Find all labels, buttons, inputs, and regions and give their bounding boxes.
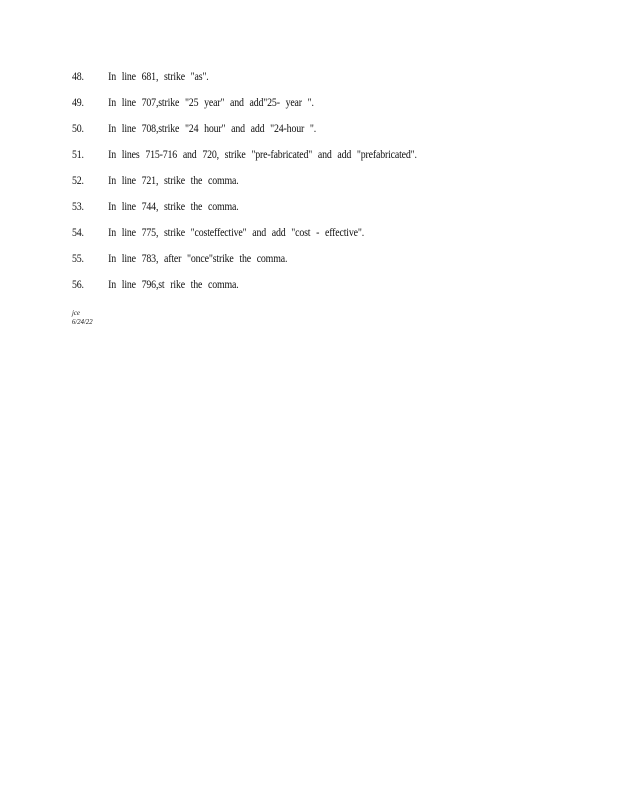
- amendment-item-54: [72, 227, 519, 253]
- amendment-item-52: [72, 175, 519, 201]
- amendment-item-55: [72, 253, 519, 279]
- amendment-item-49: [72, 97, 519, 123]
- amendment-number: 49.: [72, 97, 84, 109]
- amendment-item-50: [72, 123, 519, 149]
- amendment-text: In line 721, strike the comma.: [108, 175, 239, 187]
- amendment-item-53: [72, 201, 519, 227]
- document-date: 6/24/22: [72, 317, 93, 326]
- amendment-text: In line 796,st rike the comma.: [108, 279, 239, 291]
- amendment-number: 52.: [72, 175, 84, 187]
- amendment-text: In line 775, strike "costeffective" and add "cost - effective".: [108, 227, 364, 239]
- amendment-text: In line 744, strike the comma.: [108, 201, 239, 213]
- amendment-text: In line 708,strike "24 hour" and add "24-hour ".: [108, 123, 317, 135]
- amendment-number: 55.: [72, 253, 84, 265]
- amendment-list: [72, 71, 592, 305]
- amendment-number: 54.: [72, 227, 84, 239]
- amendment-text: In line 783, after "once"strike the comma.: [108, 253, 288, 265]
- author-initials: jce: [72, 308, 80, 317]
- amendment-number: 53.: [72, 201, 84, 213]
- amendment-number: 50.: [72, 123, 84, 135]
- amendment-item-56: [72, 279, 519, 305]
- amendment-text: In line 681, strike "as".: [108, 71, 209, 83]
- footer-initials: [72, 308, 93, 326]
- amendment-number: 56.: [72, 279, 84, 291]
- amendment-text: In line 707,strike "25 year" and add"25- year ".: [108, 97, 314, 109]
- amendment-text: In lines 715-716 and 720, strike "pre-fabricated" and add "prefabricated".: [108, 149, 417, 161]
- amendment-item-51: [72, 149, 519, 175]
- amendment-item-48: [72, 71, 519, 97]
- amendment-number: 48.: [72, 71, 84, 83]
- amendment-number: 51.: [72, 149, 84, 161]
